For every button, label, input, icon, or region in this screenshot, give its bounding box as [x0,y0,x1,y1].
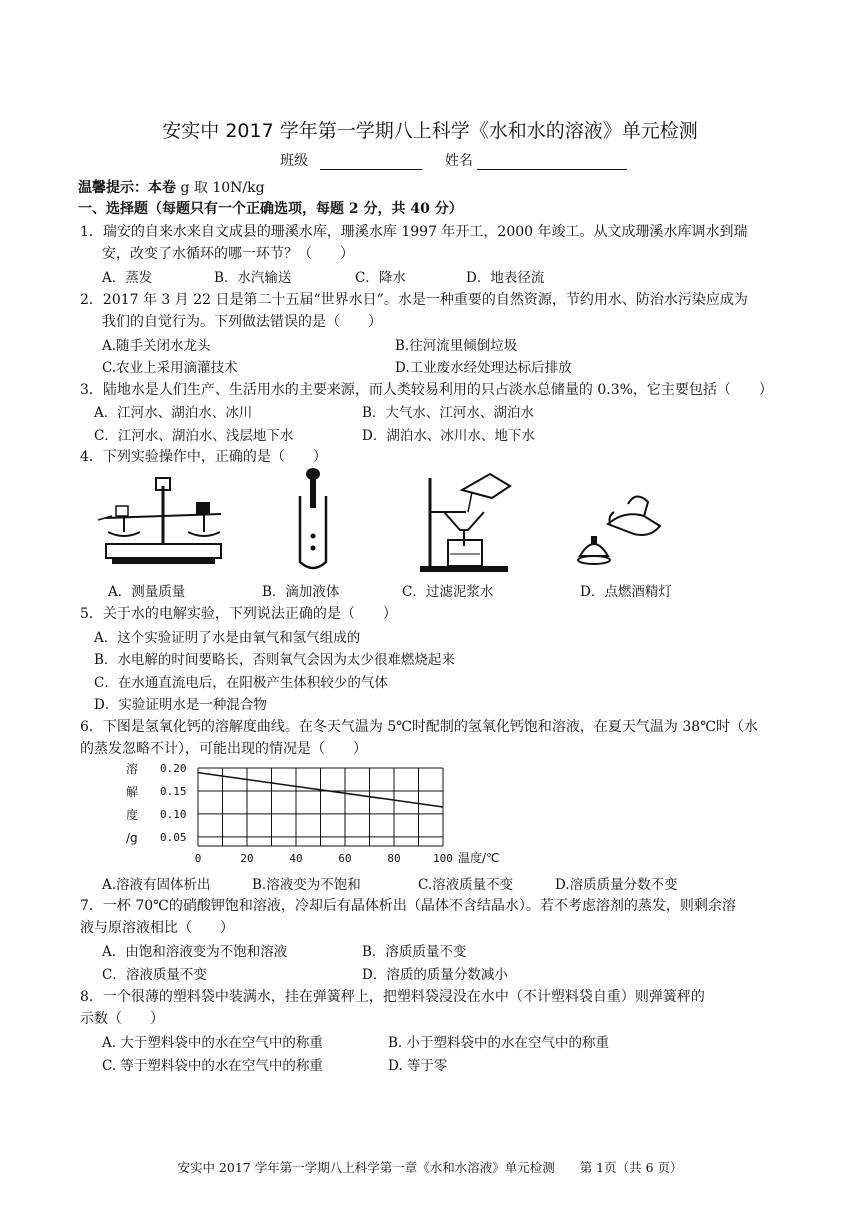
chart-y-axis-label: /g [126,830,138,845]
chart-x-tick-label: 40 [289,852,303,865]
q7-option-b: B．溶质质量不变 [362,944,467,960]
q4-option-a: A．测量质量 [108,584,186,600]
tip [78,177,265,197]
q1-stem-line1: 1．瑞安的自来水来自文成县的珊溪水库，珊溪水库 1997 年开工，2000 年竣工。从文成珊溪水库调水到瑞 [80,224,748,240]
chart-x-tick-label: 80 [387,852,401,865]
name-label: 姓名 [444,153,473,169]
chart-y-tick-label: 0.15 [160,784,187,798]
q3-option-a: A．江河水、湖泊水、冰川 [94,405,253,421]
q3-option-c: C．江河水、湖泊水、浅层地下水 [94,428,294,444]
dropper-figure [290,466,340,576]
class-blank [320,155,422,170]
q2-option-b: B.往河流里倾倒垃圾 [395,338,518,354]
q8-option-a: A. 大于塑料袋中的水在空气中的称重 [102,1035,323,1051]
q8-option-c: C. 等于塑料袋中的水在空气中的称重 [102,1058,323,1074]
q6-option-d: D.溶质质量分数不变 [555,877,678,893]
class-label: 班级 [280,153,308,169]
q2-stem-line1: 2．2017 年 3 月 22 日是第二十五届“世界水日”。水是一种重要的自然资源，节约用水、防治水污染应成为 [80,292,748,308]
q8-stem-line1: 8．一个很薄的塑料袋中装满水，挂在弹簧秤上，把塑料袋浸没在水中（不计塑料袋自重）则弹簧秤的 [80,989,705,1005]
q3-stem-line1: 3．陆地水是人们生产、生活用水的主要来源，而人类较易利用的只占淡水总储量的 0.3%，它主要包括（ ） [80,382,773,398]
page-footer: 安实中 2017 学年第一学期八上科学第一章《水和水溶液》单元检测 第 1页（共 6 页） [177,1160,683,1175]
q1-option-b: B．水汽输送 [214,270,292,286]
q8-stem-line2: 示数（ ） [80,1011,164,1027]
q3-option-b: B．大气水、江河水、湖泊水 [362,405,534,421]
chart-y-axis-label: 解 [126,784,139,799]
q8-option-d: D. 等于零 [388,1058,448,1074]
q4-option-c: C．过滤泥浆水 [402,584,494,600]
q5-stem-line1: 5．关于水的电解实验，下列说法正确的是（ ） [80,606,397,622]
q1-stem-line2: 安，改变了水循环的哪一环节？（ ） [102,246,354,262]
q7-option-a: A．由饱和溶液变为不饱和溶液 [102,944,288,960]
q7-stem-line2: 液与原溶液相比（ ） [80,920,234,936]
solubility-chart [110,760,530,868]
balance-figure [96,474,236,570]
q6-stem-line1: 6．下图是氢氧化钙的溶解度曲线。在冬天气温为 5℃时配制的氢氧化钙饱和溶液，在夏天气温为 38℃时（水 [80,719,758,735]
q6-option-a: A.溶液有固体析出 [102,877,211,893]
q5-option-a: A．这个实验证明了水是由氧气和氢气组成的 [94,630,361,646]
chart-y-axis-label: 度 [126,807,139,822]
page-title: 安实中 2017 学年第一学期八上科学《水和水的溶液》单元检测 [162,120,698,142]
q2-stem-line2: 我们的自觉行为。下列做法错误的是（ ） [102,314,382,330]
q5-option-c: C．在水通直流电后，在阳极产生体积较少的气体 [94,675,388,691]
alcohol-lamp-figure [574,480,674,570]
student-info [280,150,627,170]
q2-option-a: A.随手关闭水龙头 [102,338,211,354]
chart-y-tick-label: 0.20 [160,762,187,775]
q8-option-b: B. 小于塑料袋中的水在空气中的称重 [388,1035,610,1051]
q1-option-d: D．地表径流 [466,270,545,286]
q2-option-d: D.工业废水经处理达标后排放 [395,360,572,376]
q6-option-c: C.溶液质量不变 [418,877,514,893]
chart-y-tick-label: 0.05 [160,830,187,844]
chart-x-tick-label: 0 [194,852,202,865]
q2-option-c: C.农业上采用滴灌技术 [102,360,238,376]
q4-option-b: B．滴加液体 [262,584,340,600]
q6-option-b: B.溶液变为不饱和 [252,877,361,893]
filtration-figure [414,468,524,578]
chart-y-tick-label: 0.10 [160,807,187,821]
q5-option-b: B．水电解的时间要略长，否则氧气会因为太少很难燃烧起来 [94,652,455,668]
q1-option-c: C．降水 [355,270,406,286]
q4-option-d: D．点燃酒精灯 [580,584,672,600]
q3-option-d: D．湖泊水、冰川水、地下水 [362,428,535,444]
q4-stem-line1: 4．下列实验操作中，正确的是（ ） [80,449,327,465]
q6-stem-line2: 的蒸发忽略不计），可能出现的情况是（ ） [80,741,367,757]
tip-label: 温馨提示：本卷 [78,180,176,196]
chart-x-tick-label: 60 [338,852,352,865]
chart-x-tick-label: 20 [240,852,254,865]
chart-x-axis-label: 温度/℃ [458,851,500,865]
section-heading: 一、选择题（每题只有一个正确选项，每题 2 分，共 40 分） [78,201,463,217]
chart-y-axis-label: 溶 [126,762,139,776]
q5-option-d: D．实验证明水是一种混合物 [94,697,267,713]
name-blank [477,155,627,170]
q7-stem-line1: 7．一杯 70℃的硝酸钾饱和溶液，冷却后有晶体析出（晶体不含结晶水）。若不考虑溶剂的蒸发，则剩余溶 [80,898,736,914]
tip-text: g 取 10N/kg [180,180,265,196]
q1-option-a: A．蒸发 [102,270,153,286]
chart-x-tick-label: 100 [433,852,453,865]
q7-option-d: D．溶质的质量分数减小 [362,967,508,983]
q7-option-c: C．溶液质量不变 [102,967,207,983]
